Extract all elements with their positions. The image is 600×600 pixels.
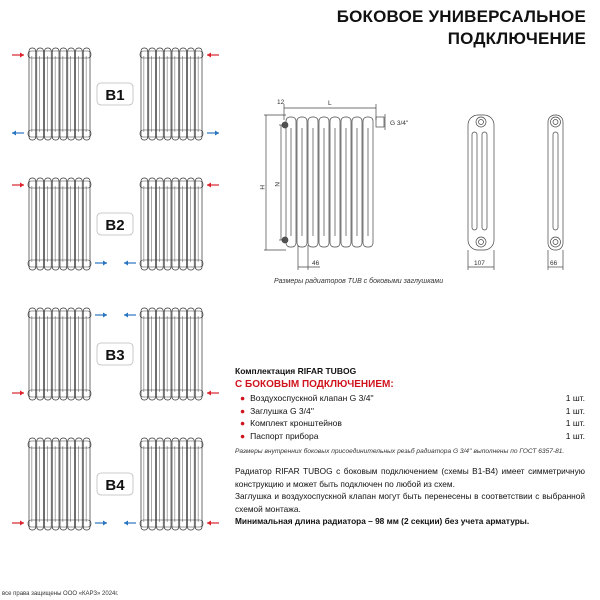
kit-item-name: Паспорт прибора xyxy=(250,431,319,442)
scheme-label: B1 xyxy=(105,87,125,104)
kit-item-qty: 1 шт. xyxy=(565,393,585,403)
scheme-label: B3 xyxy=(105,347,125,364)
kit-item-name: Заглушка G 3/4'' xyxy=(250,405,314,416)
kit-item-name: Воздухоспускной клапан G 3/4'' xyxy=(250,393,374,403)
scheme-label: B2 xyxy=(105,217,125,234)
drawing-caption: Размеры радиаторов TUB с боковыми заглушками xyxy=(274,278,444,285)
radiator-left xyxy=(12,178,107,270)
title-line-2: ПОДКЛЮЧЕНИЕ xyxy=(447,29,586,48)
kit-item-qty: 1 шт. xyxy=(565,405,585,416)
scheme-label: B4 xyxy=(105,477,125,494)
scheme-b2 xyxy=(12,178,219,270)
bullet-icon: ● xyxy=(240,418,246,429)
description-p2: Заглушка и воздухоспускной клапан могут быть перенесены в соответствии с выбранной схемой монтажа. xyxy=(235,491,585,514)
dim-107: 107 xyxy=(474,260,485,267)
description xyxy=(235,465,585,528)
bullet-icon: ● xyxy=(240,393,246,403)
dim-66: 66 xyxy=(550,260,558,267)
scheme-b4 xyxy=(12,438,219,530)
scheme-b1 xyxy=(12,48,219,140)
dim-H: H xyxy=(258,185,265,190)
kit-item xyxy=(235,418,585,431)
dim-12: 12 xyxy=(277,99,285,106)
radiator-left xyxy=(12,308,107,400)
kit-item xyxy=(235,431,585,444)
dim-46: 46 xyxy=(312,260,320,267)
dim-L: L xyxy=(328,100,332,107)
radiator-right xyxy=(140,48,219,140)
kit-heading: Комплектация RIFAR TUBOG xyxy=(235,366,357,376)
radiator-right xyxy=(124,438,219,530)
description-p1: Радиатор RIFAR TUBOG с боковым подключением (схемы В1-В4) имеет симметричную конструкцию и может быть подключен по любой из схем. xyxy=(235,466,585,489)
description-p3: Минимальная длина радиатора – 98 мм (2 секции) без учета арматуры. xyxy=(235,516,530,526)
radiator-left xyxy=(12,438,107,530)
kit-section xyxy=(235,366,585,455)
kit-note: Размеры внутренних боковых присоединительных резьб радиатора G 3/4'' выполнены по ГОСТ 6357-81. xyxy=(235,447,565,455)
radiator-right xyxy=(124,178,219,270)
kit-item-qty: 1 шт. xyxy=(565,418,585,429)
kit-item-name: Комплект кронштейнов xyxy=(250,418,342,429)
dimension-drawing xyxy=(240,90,600,290)
dim-N: N xyxy=(273,182,280,187)
kit-item xyxy=(235,393,585,406)
kit-item-qty: 1 шт. xyxy=(565,431,585,442)
kit-subheading: С БОКОВЫМ ПОДКЛЮЧЕНИЕМ: xyxy=(235,379,394,390)
bullet-icon: ● xyxy=(240,405,246,416)
bullet-icon: ● xyxy=(240,431,246,442)
connection-schemes xyxy=(0,0,235,600)
title-line-1: БОКОВОЕ УНИВЕРСАЛЬНОЕ xyxy=(336,7,586,26)
page-title xyxy=(337,6,586,50)
scheme-b3 xyxy=(12,308,219,400)
thread-label: G 3/4'' xyxy=(390,120,409,127)
radiator-left xyxy=(12,48,91,140)
radiator-right xyxy=(124,308,219,400)
kit-item xyxy=(235,406,585,419)
copyright: все права защищены ООО «КАРЗ» 2024г. xyxy=(2,591,119,597)
